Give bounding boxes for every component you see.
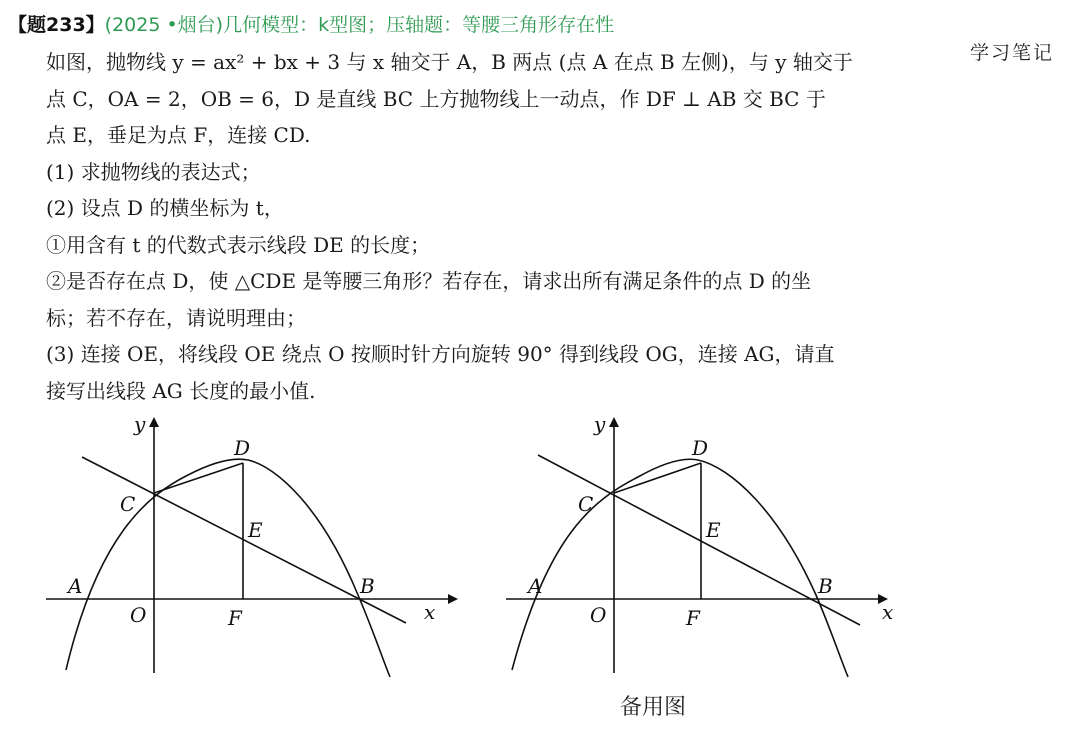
study-notes-label: 学习笔记 (969, 42, 1054, 64)
label-d: D (234, 436, 251, 460)
label-x: x (424, 600, 436, 624)
label-d: D (692, 436, 709, 460)
parabola-curve (66, 459, 390, 677)
segment-cd (154, 463, 243, 493)
figure-caption: 备用图 (620, 695, 687, 720)
parabola-diagram-spare (498, 405, 938, 695)
label-e: E (706, 518, 721, 542)
problem-header (8, 10, 614, 37)
parabola-diagram (38, 405, 478, 695)
problem-line: 如图，抛物线 y = ax² + bx + 3 与 x 轴交于 A，B 两点 (点 A 在点 B 左侧)，与 y 轴交于 (46, 50, 853, 74)
question-2: (2) 设点 D 的横坐标为 t， (46, 196, 284, 220)
label-o: O (590, 603, 607, 627)
figure-spare (498, 405, 938, 695)
problem-line: 点 C，OA = 2，OB = 6，D 是直线 BC 上方抛物线上一动点，作 DF ⊥ AB 交 BC 于 (46, 86, 826, 111)
figure-main (38, 405, 478, 695)
label-a: A (528, 574, 543, 598)
problem-text (46, 44, 936, 409)
problem-line: 标；若不存在，请说明理由； (46, 305, 306, 330)
label-y: y (134, 412, 146, 436)
x-axis-arrow (448, 594, 458, 604)
label-a: A (68, 574, 83, 598)
parabola-curve (512, 459, 848, 677)
label-c: C (120, 492, 136, 516)
label-e: E (248, 518, 263, 542)
y-axis-arrow (149, 417, 159, 427)
question-2-part-1: ①用含有 t 的代数式表示线段 DE 的长度； (46, 232, 431, 257)
question-3: (3) 连接 OE，将线段 OE 绕点 O 按顺时针方向旋转 90° 得到线段 OG，连接 AG，请直 (46, 342, 835, 366)
label-f: F (228, 606, 242, 630)
line-bc (82, 457, 406, 623)
question-2-part-2: ②是否存在点 D，使 △CDE 是等腰三角形？若存在，请求出所有满足条件的点 D 的坐 (46, 269, 812, 293)
y-axis-arrow (609, 417, 619, 427)
label-y: y (594, 412, 606, 436)
label-f: F (686, 606, 700, 630)
problem-line: 接写出线段 AG 长度的最小值. (46, 378, 316, 403)
problem-id: 【题233】 (8, 14, 105, 36)
label-b: B (818, 574, 833, 598)
label-b: B (360, 574, 375, 598)
label-c: C (578, 492, 594, 516)
question-1: (1) 求抛物线的表达式； (46, 159, 261, 184)
problem-source: (2025 •烟台)几何模型：k型图；压轴题：等腰三角形存在性 (104, 14, 615, 36)
problem-line: 点 E，垂足为点 F，连接 CD. (46, 123, 311, 147)
label-o: O (130, 603, 147, 627)
label-x: x (882, 600, 894, 624)
